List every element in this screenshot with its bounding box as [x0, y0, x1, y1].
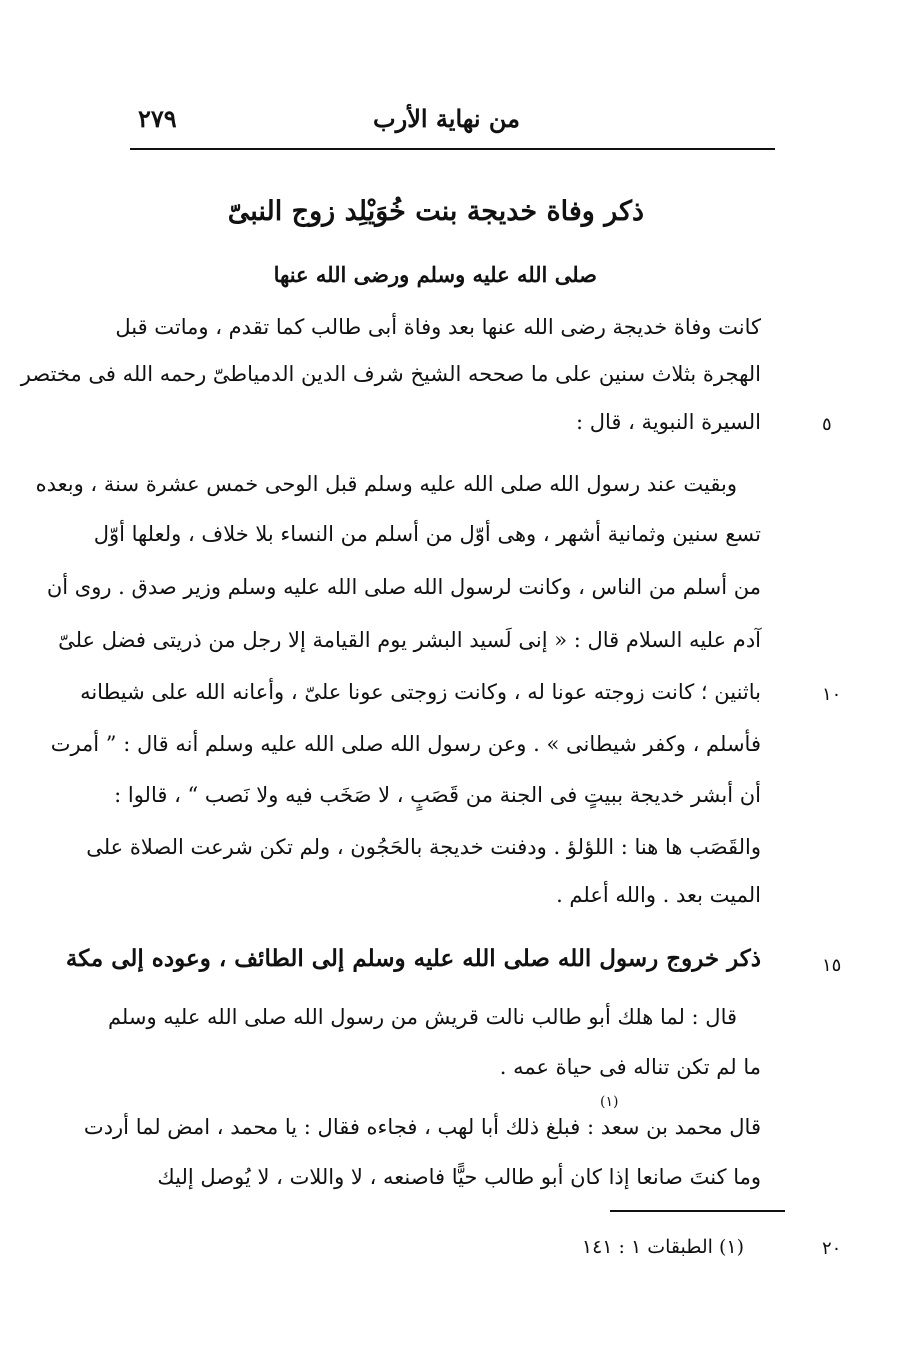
- page-number: ٢٧٩: [138, 104, 177, 133]
- text-line: أن أبشر خديجة ببيتٍ فى الجنة من قَصَبٍ ، لا صَخَب فيه ولا نَصب “ ، قالوا :: [114, 783, 761, 807]
- running-title: من نهاية الأرب: [373, 104, 520, 133]
- text-line: كانت وفاة خديجة رضى الله عنها بعد وفاة أبى طالب كما تقدم ، وماتت قبل: [115, 315, 761, 339]
- text-line: ما لم تكن تناله فى حياة عمه .: [499, 1055, 761, 1079]
- text-line: آدم عليه السلام قال : « إنى لَسيد البشر يوم القيامة إلا رجل من ذريتى فضل علىّ: [58, 628, 761, 652]
- text-line: فأسلم ، وكفر شيطانى » . وعن رسول الله صلى الله عليه وسلم أنه قال : ” أمرت: [50, 732, 761, 756]
- text-line: والقَصَب ها هنا : اللؤلؤ . ودفنت خديجة بالحَجُون ، ولم تكن شرعت الصلاة على: [86, 835, 761, 859]
- text-line: الهجرة بثلاث سنين على ما صححه الشيخ شرف الدين الدمياطىّ رحمه الله فى مختصر: [20, 362, 761, 386]
- section-heading-khadija: ذكر وفاة خديجة بنت خُوَيْلِد زوج النبىّ: [227, 196, 644, 227]
- section-subheading: صلى الله عليه وسلم ورضى الله عنها: [273, 262, 597, 287]
- text-line: تسع سنين وثمانية أشهر ، وهى أوّل من أسلم من النساء بلا خلاف ، ولعلها أوّل: [93, 522, 761, 546]
- header-rule: [130, 148, 775, 150]
- footnote-rule: [610, 1210, 785, 1212]
- text-line: باثنين ؛ كانت زوجته عونا له ، وكانت زوجتى عونا علىّ ، وأعانه الله على شيطانه: [80, 680, 761, 704]
- footnote: (١) الطبقات ١ : ١٤١: [581, 1236, 744, 1258]
- text-line: من أسلم من الناس ، وكانت لرسول الله صلى الله عليه وسلم وزير صدق . روى أن: [46, 575, 761, 599]
- text-line: السيرة النبوية ، قال :: [575, 410, 761, 434]
- footnote-marker: (١): [600, 1094, 619, 1110]
- running-head: [130, 100, 775, 140]
- margin-line-number: ١٠: [822, 684, 842, 705]
- text-line: وما كنتَ صانعا إذا كان أبو طالب حيًّا فاصنعه ، لا واللات ، لا يُوصل إليك: [157, 1165, 761, 1189]
- text-line: قال : لما هلك أبو طالب نالت قريش من رسول الله صلى الله عليه وسلم: [107, 1005, 737, 1029]
- text-line: قال محمد بن سعد : فبلغ ذلك أبا لهب ، فجاءه فقال : يا محمد ، امض لما أردت: [83, 1115, 761, 1139]
- text-line: الميت بعد . والله أعلم .: [556, 883, 761, 907]
- margin-line-number: ٢٠: [822, 1238, 842, 1259]
- text-line: وبقيت عند رسول الله صلى الله عليه وسلم قبل الوحى خمس عشرة سنة ، وبعده: [35, 472, 737, 496]
- margin-line-number: ٥: [822, 414, 832, 435]
- margin-line-number: ١٥: [822, 955, 842, 976]
- section-heading-taif: ذكر خروج رسول الله صلى الله عليه وسلم إلى الطائف ، وعوده إلى مكة: [65, 945, 761, 972]
